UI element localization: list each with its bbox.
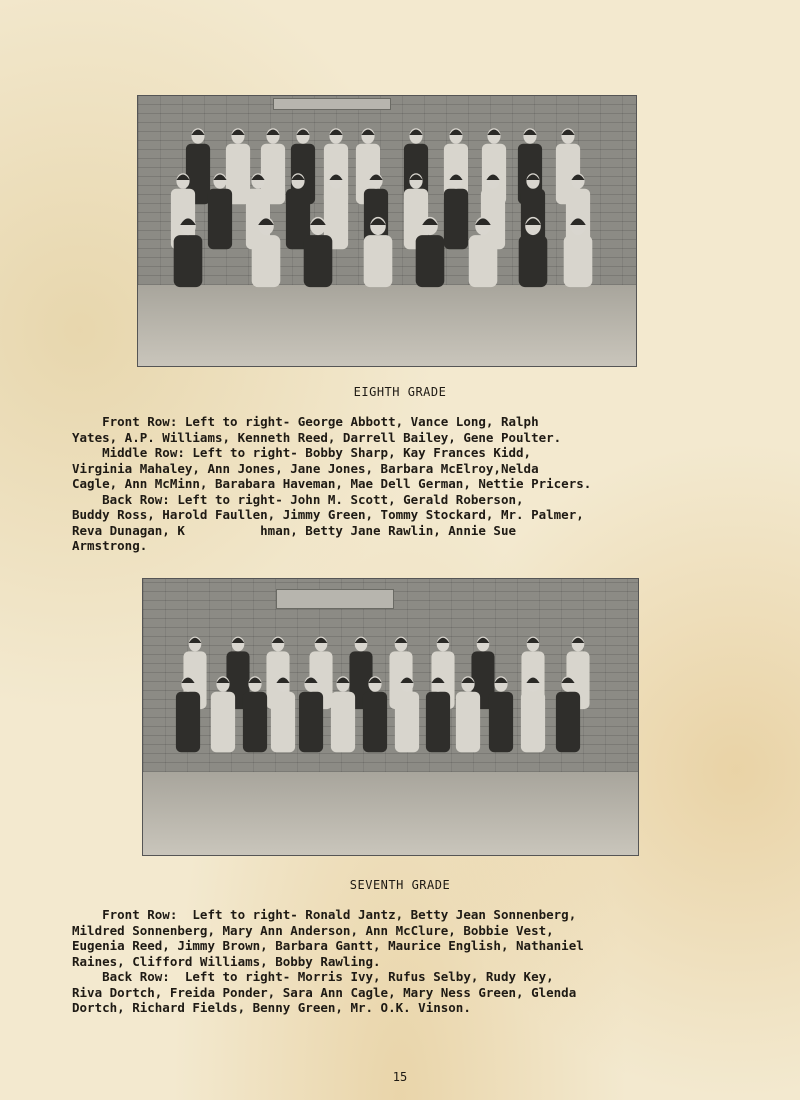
text-line: Mildred Sonnenberg, Mary Ann Anderson, Ann McClure, Bobbie Vest, [72,922,554,938]
eighth-grade-figures [138,96,636,366]
eighth-grade-names [72,414,591,554]
page-number: 15 [392,1070,408,1084]
text-line: Riva Dortch, Freida Ponder, Sara Ann Cagle, Mary Ness Green, Glenda [72,984,577,1000]
text-line: Yates, A.P. Williams, Kenneth Reed, Darrell Bailey, Gene Poulter. [72,429,562,445]
seventh-grade-photo [142,578,639,856]
eighth-grade-caption: EIGHTH GRADE [353,385,447,399]
seventh-grade-names [72,907,584,1016]
text-line: Back Row: Left to right- Morris Ivy, Rufus Selby, Rudy Key, [72,969,554,984]
text-line: Raines, Clifford Williams, Bobby Rawling. [72,953,381,969]
text-line: Dortch, Richard Fields, Benny Green, Mr. O.K. Vinson. [72,1000,471,1015]
text-line: Buddy Ross, Harold Faullen, Jimmy Green, Tommy Stockard, Mr. Palmer, [72,507,584,522]
text-line: Front Row: Left to right- George Abbott, Vance Long, Ralph [72,414,539,429]
text-line: Middle Row: Left to right- Bobby Sharp, Kay Frances Kidd, [72,445,532,460]
text-line: Armstrong. [72,538,148,553]
text-line: Virginia Mahaley, Ann Jones, Jane Jones, Barbara McElroy,Nelda [72,460,539,476]
seventh-grade-caption: SEVENTH GRADE [349,878,451,892]
eighth-grade-photo [137,95,637,367]
text-line: Reva Dunagan, K hman, Betty Jane Rawlin, Annie Sue [72,522,517,538]
text-line: Eugenia Reed, Jimmy Brown, Barbara Gantt, Maurice English, Nathaniel [72,938,584,953]
text-line: Front Row: Left to right- Ronald Jantz, Betty Jean Sonnenberg, [72,907,577,922]
seventh-grade-figures [143,579,638,855]
text-line: Cagle, Ann McMinn, Barabara Haveman, Mae Dell German, Nettie Pricers. [72,476,592,491]
text-line: Back Row: Left to right- John M. Scott, Gerald Roberson, [72,491,524,507]
